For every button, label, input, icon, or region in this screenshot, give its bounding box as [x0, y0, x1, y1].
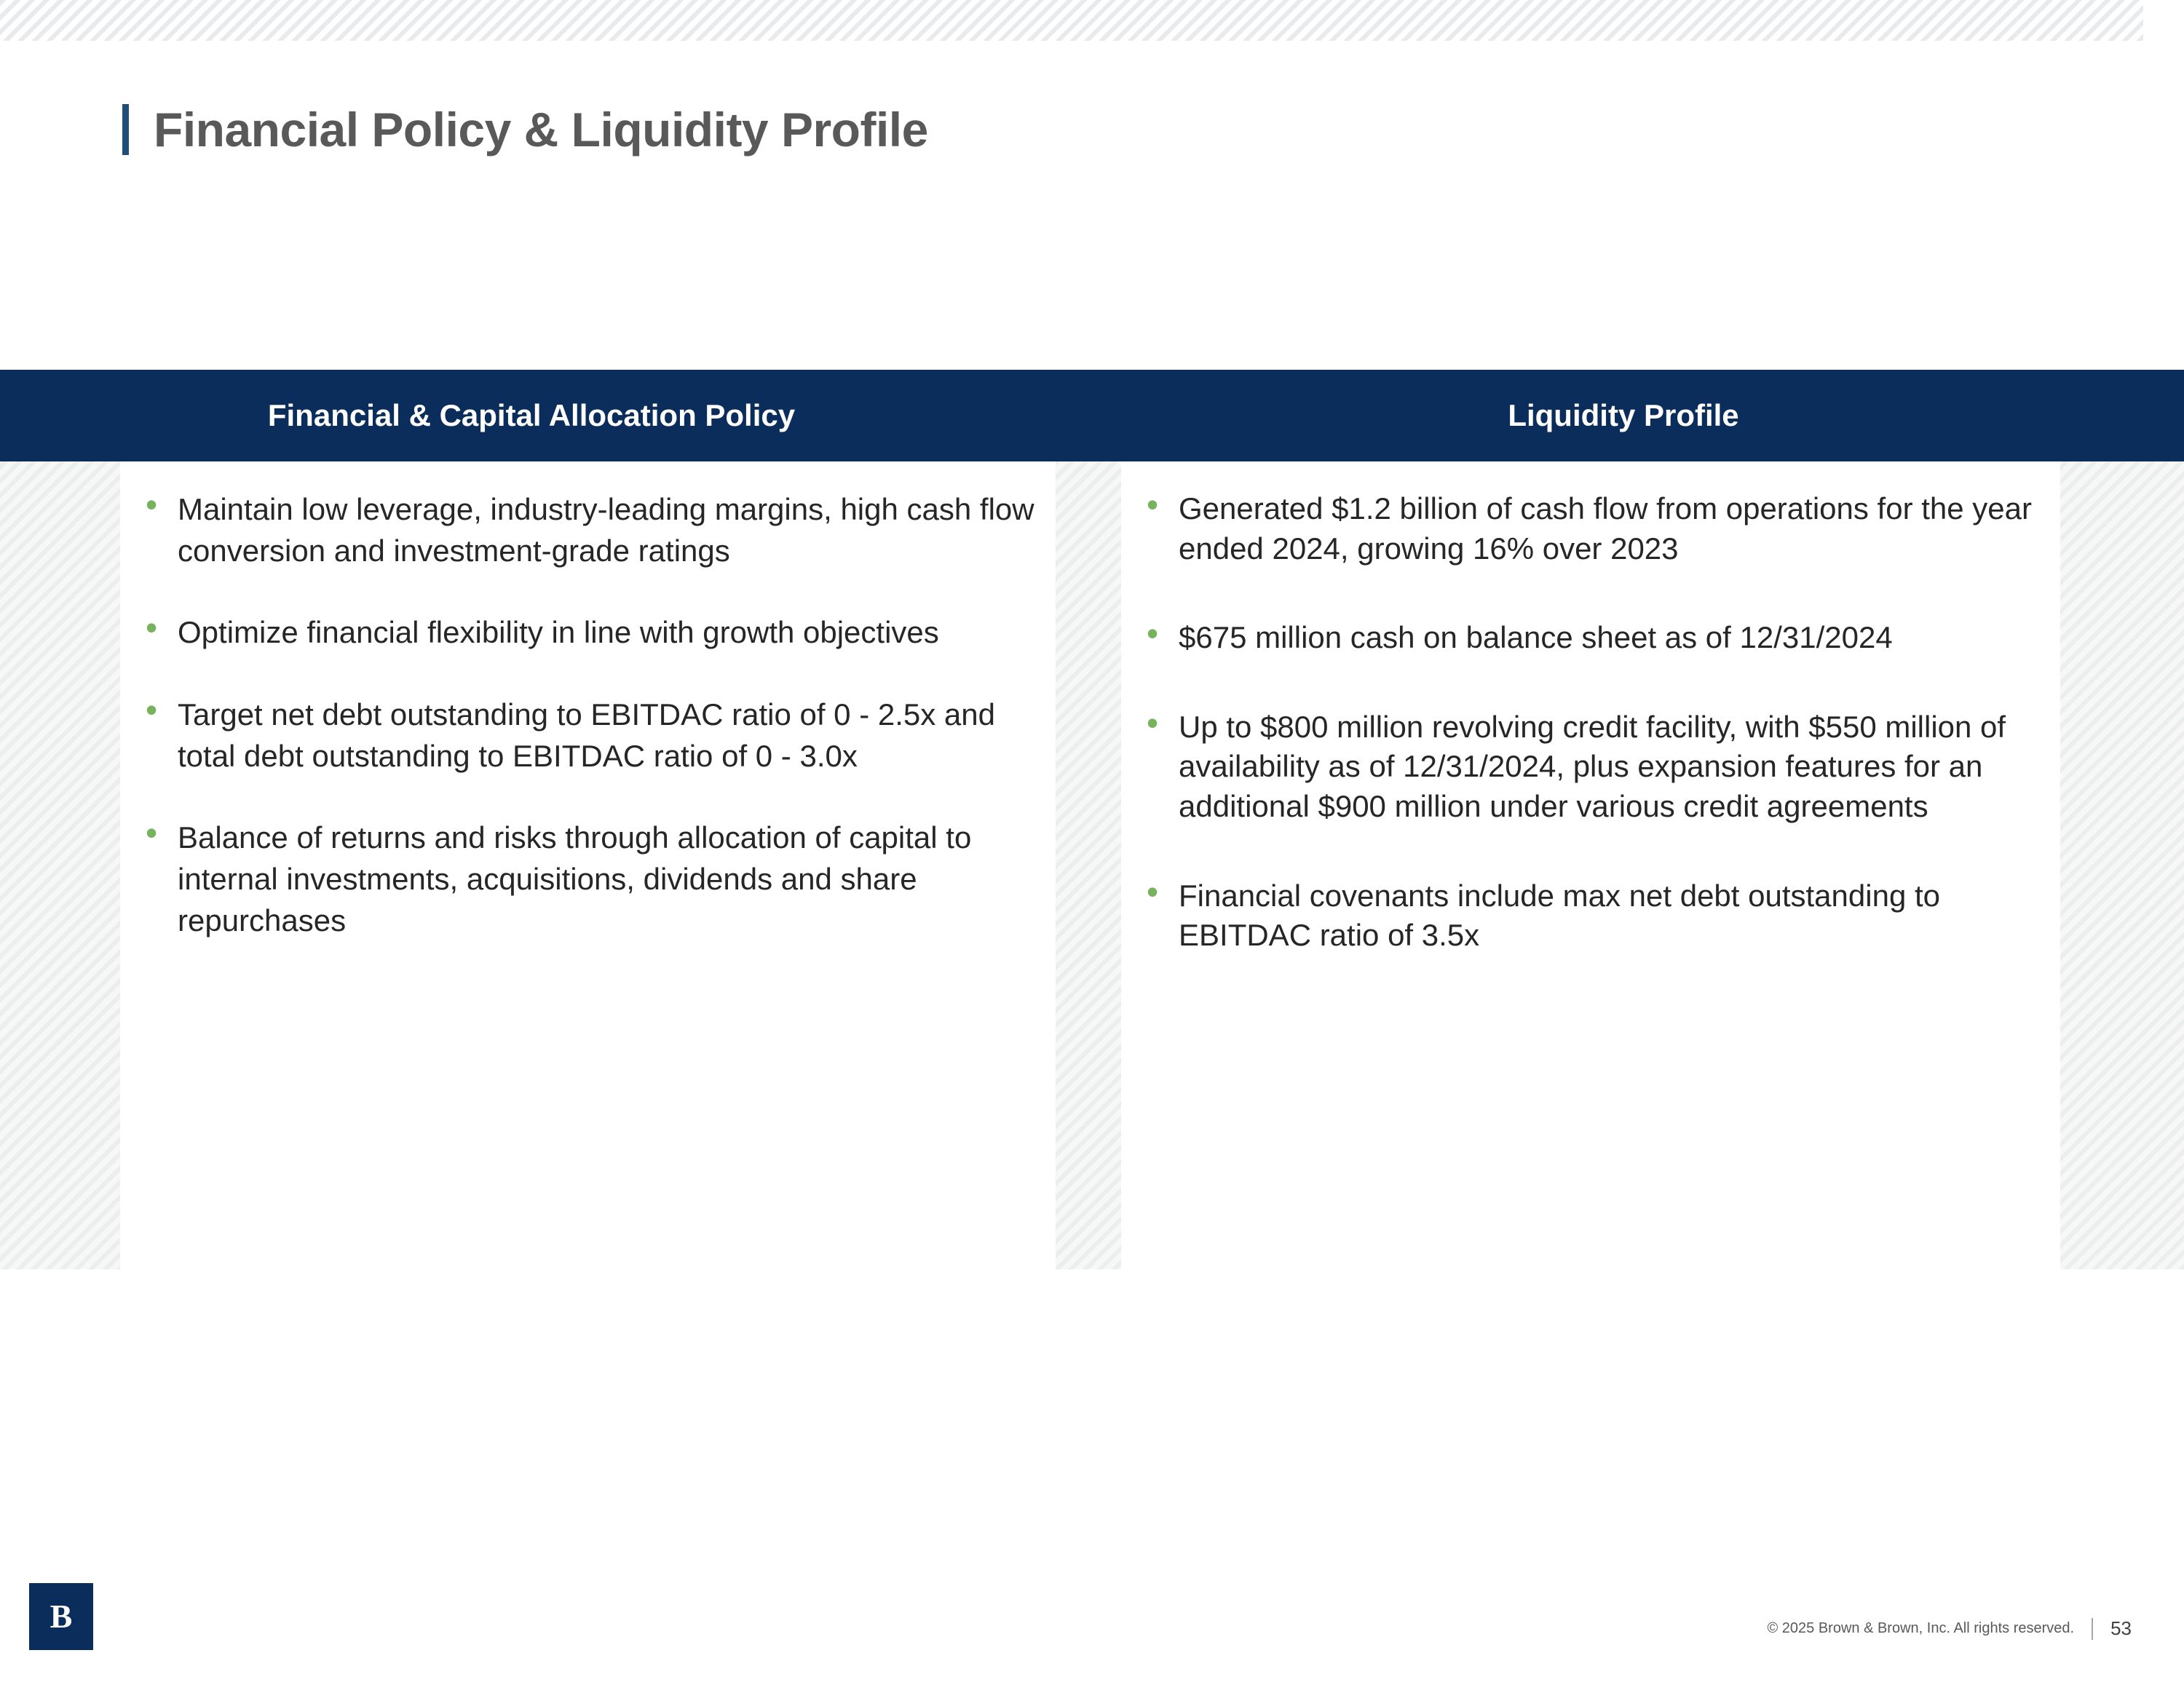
top-band-edge: [0, 41, 2184, 43]
list-item: [1147, 614, 2057, 658]
list-item-text: Balance of returns and risks through allocation of capital to internal investments, acquisitions, dividends and share repurchases: [178, 820, 972, 937]
column-header-policy: Financial & Capital Allocation Policy: [267, 398, 796, 432]
bullet-icon: •: [146, 485, 158, 523]
top-band-right-gap: [2143, 0, 2184, 42]
list-item: [146, 691, 1041, 777]
title-text: Financial Policy & Liquidity Profile: [154, 103, 928, 156]
title-accent-bar: [122, 104, 129, 155]
left-column-bullets: [146, 485, 1041, 983]
list-item: [146, 608, 1041, 654]
footer: [1767, 1617, 2132, 1640]
bullet-icon: •: [1147, 872, 1159, 911]
bullet-icon: •: [146, 814, 158, 852]
brown-and-brown-logo-icon: [29, 1583, 93, 1650]
page-title: [122, 102, 928, 157]
right-column-bullets: [1147, 485, 2057, 1005]
column-header-liquidity: Liquidity Profile: [1508, 398, 1739, 432]
footer-divider: [2092, 1618, 2093, 1640]
list-item-text: Generated $1.2 billion of cash flow from operations for the year ended 2024, growing 16% over 2023: [1179, 491, 2032, 566]
list-item: [1147, 703, 2057, 827]
list-item-text: Target net debt outstanding to EBITDAC ratio of 0 - 2.5x and total debt outstanding to EBITDAC ratio of 0 - 3.0x: [178, 697, 995, 773]
content-panel: [0, 370, 2184, 1269]
logo-mark-text: B: [50, 1597, 73, 1635]
page-number: 53: [2110, 1617, 2132, 1639]
bullet-icon: •: [146, 608, 158, 647]
column-headers: [0, 370, 2184, 461]
list-item-text: Maintain low leverage, industry-leading margins, high cash flow conversion and investment-grade ratings: [178, 492, 1034, 568]
list-item: [146, 485, 1041, 571]
bullet-icon: •: [1147, 703, 1159, 742]
list-item: [1147, 872, 2057, 956]
list-item-text: Up to $800 million revolving credit facility, with $550 million of availability as of 12/31/2024, plus expansion features for an additional $900 million under various credit agreements: [1179, 709, 2006, 823]
list-item: [146, 814, 1041, 941]
bullet-icon: •: [146, 691, 158, 729]
list-item-text: Financial covenants include max net debt outstanding to EBITDAC ratio of 3.5x: [1179, 878, 1941, 953]
top-hatch-band: [0, 0, 2184, 42]
content-body: [0, 461, 2184, 1269]
copyright-text: © 2025 Brown & Brown, Inc. All rights reserved.: [1767, 1620, 2075, 1636]
list-item: [1147, 485, 2057, 568]
bullet-icon: •: [1147, 485, 1159, 523]
bullet-icon: •: [1147, 614, 1159, 653]
list-item-text: Optimize financial flexibility in line with growth objectives: [178, 615, 939, 650]
list-item-text: $675 million cash on balance sheet as of 12/31/2024: [1179, 620, 1893, 655]
